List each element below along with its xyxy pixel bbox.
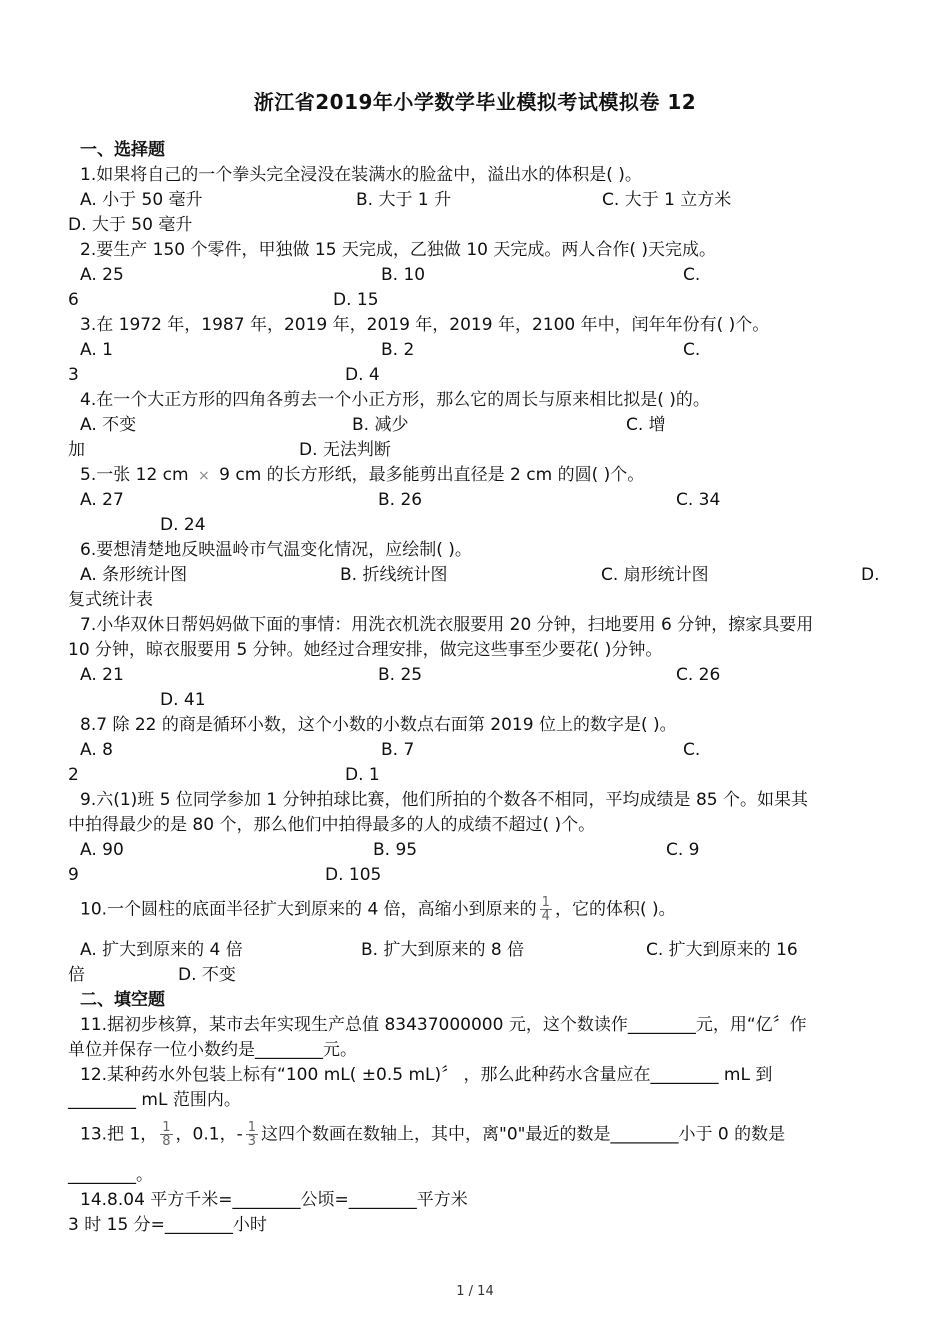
question-2-option-d: D. 15 [333,290,379,310]
question-5-stem-part2: 9 cm 的长方形纸，最多能剪出直径是 2 cm 的圆( )个。 [219,465,645,485]
fraction-one-quarter [540,896,552,923]
question-10-stem [80,896,676,923]
question-6-option-d-text: 复式统计表 [68,590,153,610]
question-10-stem-part1: 10.一个圆柱的底面半径扩大到原来的 4 倍，高缩小到原来的 [80,899,537,920]
question-14-line1: 14.8.04 平方千米=________公顷=________平方米 [80,1190,468,1210]
question-9-option-c-tail: 9 [68,865,79,885]
fraction-one-third [246,1121,258,1148]
question-9-stem-line2: 中拍得最少的是 80 个，那么他们中拍得最多的人的成绩不超过( )个。 [68,815,596,835]
question-8-option-a: A. 8 [80,740,113,760]
question-5-option-a: A. 27 [80,490,124,510]
fraction-numerator: 1 [541,895,550,910]
question-5-option-b: B. 26 [378,490,423,510]
question-10-option-a: A. 扩大到原来的 4 倍 [80,940,243,960]
question-6-option-a: A. 条形统计图 [80,565,188,585]
question-3-option-a: A. 1 [80,340,113,360]
section-heading-fill-blank: 二、填空题 [80,990,165,1010]
question-7-option-c: C. 26 [676,665,721,685]
question-13-part3: 这四个数画在数轴上，其中，离"0"最近的数是________小于 0 的数是 [261,1124,786,1145]
question-3-option-c-value: 3 [68,365,79,385]
question-13-part2: ，0.1，- [175,1124,243,1145]
multiply-sign: × [197,468,210,484]
question-5-stem-part1: 5.一张 12 cm [80,465,189,485]
fraction-numerator: 1 [247,1120,256,1135]
question-9-option-c: C. 9 [666,840,700,860]
question-8-option-c: C. [683,740,701,760]
question-1-option-d: D. 大于 50 毫升 [68,215,193,235]
question-11-line2: 单位并保存一位小数约是________元。 [68,1040,357,1060]
fraction-denominator: 3 [247,1134,256,1149]
question-13-line1 [80,1121,785,1148]
question-7-option-a: A. 21 [80,665,124,685]
question-4-option-c-tail: 加 [68,440,85,460]
question-4-stem: 4.在一个大正方形的四角各剪去一个小正方形，那么它的周长与原来相比拟是( )的。 [80,390,710,410]
question-12-line1: 12.某种药水外包装上标有“100 mL( ±0.5 mL)〞 ，那么此种药水含量应在________ mL 到 [80,1065,773,1085]
question-2-stem: 2.要生产 150 个零件，甲独做 15 天完成，乙独做 10 天完成。两人合作( )天完成。 [80,240,717,260]
fraction-one-eighth [160,1121,172,1148]
question-7-stem-line1: 7.小华双休日帮妈妈做下面的事情：用洗衣机洗衣服要用 20 分钟，扫地要用 6 分钟，擦家具要用 [80,615,814,635]
question-4-option-d: D. 无法判断 [299,440,391,460]
page-title: 浙江省2019年小学数学毕业模拟考试模拟卷 12 [253,90,697,114]
question-10-option-c: C. 扩大到原来的 16 [646,940,798,960]
question-10-option-c-tail: 倍 [68,965,85,985]
question-14-line2: 3 时 15 分=________小时 [68,1215,267,1235]
question-2-option-c: C. [683,265,701,285]
question-7-option-d: D. 41 [160,690,206,710]
question-9-option-b: B. 95 [373,840,418,860]
question-8-option-c-value: 2 [68,765,79,785]
question-10-option-b: B. 扩大到原来的 8 倍 [361,940,525,960]
question-4-option-b: B. 减少 [352,415,409,435]
question-5-option-d: D. 24 [160,515,206,535]
question-12-line2: ________ mL 范围内。 [68,1090,241,1110]
question-8-option-b: B. 7 [381,740,415,760]
question-13-part1: 13.把 1， [80,1124,158,1145]
question-1-option-a: A. 小于 50 毫升 [80,190,203,210]
question-9-option-a: A. 90 [80,840,124,860]
question-6-option-c: C. 扇形统计图 [601,565,709,585]
question-3-option-d: D. 4 [345,365,380,385]
question-13-line2: ________。 [68,1165,153,1185]
question-6-stem: 6.要想清楚地反映温岭市气温变化情况，应绘制( )。 [80,540,472,560]
question-2-option-b: B. 10 [381,265,426,285]
question-11-line1: 11.据初步核算，某市去年实现生产总值 83437000000 元，这个数读作________元，用“亿〞作 [80,1015,807,1035]
question-7-option-b: B. 25 [378,665,423,685]
fraction-denominator: 8 [162,1134,171,1149]
question-9-stem-line1: 9.六(1)班 5 位同学参加 1 分钟拍球比赛，他们所拍的个数各不相同，平均成绩是 85 个。如果其 [80,790,808,810]
question-10-option-d: D. 不变 [178,965,236,985]
fraction-denominator: 4 [541,909,550,924]
question-6-option-d: D. [861,565,880,585]
question-1-option-c: C. 大于 1 立方米 [602,190,732,210]
question-3-option-b: B. 2 [381,340,415,360]
question-8-option-d: D. 1 [345,765,380,785]
question-10-stem-part2: ，它的体积( )。 [554,899,676,920]
page-number: 1 / 14 [456,1284,494,1299]
question-2-option-a: A. 25 [80,265,124,285]
question-1-option-b: B. 大于 1 升 [356,190,452,210]
question-4-option-a: A. 不变 [80,415,137,435]
question-9-option-d: D. 105 [325,865,382,885]
question-6-option-b: B. 折线统计图 [340,565,448,585]
question-5-option-c: C. 34 [676,490,721,510]
question-7-stem-line2: 10 分钟，晾衣服要用 5 分钟。她经过合理安排，做完这些事至少要花( )分钟。 [68,640,663,660]
question-1-stem: 1.如果将自己的一个拳头完全浸没在装满水的脸盆中，溢出水的体积是( )。 [80,165,642,185]
question-2-option-c-value: 6 [68,290,79,310]
fraction-numerator: 1 [162,1120,171,1135]
question-5-stem [80,463,644,488]
question-8-stem: 8.7 除 22 的商是循环小数，这个小数的小数点右面第 2019 位上的数字是( )。 [80,715,677,735]
question-4-option-c: C. 增 [626,415,666,435]
question-3-stem: 3.在 1972 年，1987 年，2019 年，2019 年，2019 年，2100 年中，闰年年份有( )个。 [80,315,770,335]
question-3-option-c: C. [683,340,701,360]
section-heading-choice: 一、选择题 [80,140,165,160]
